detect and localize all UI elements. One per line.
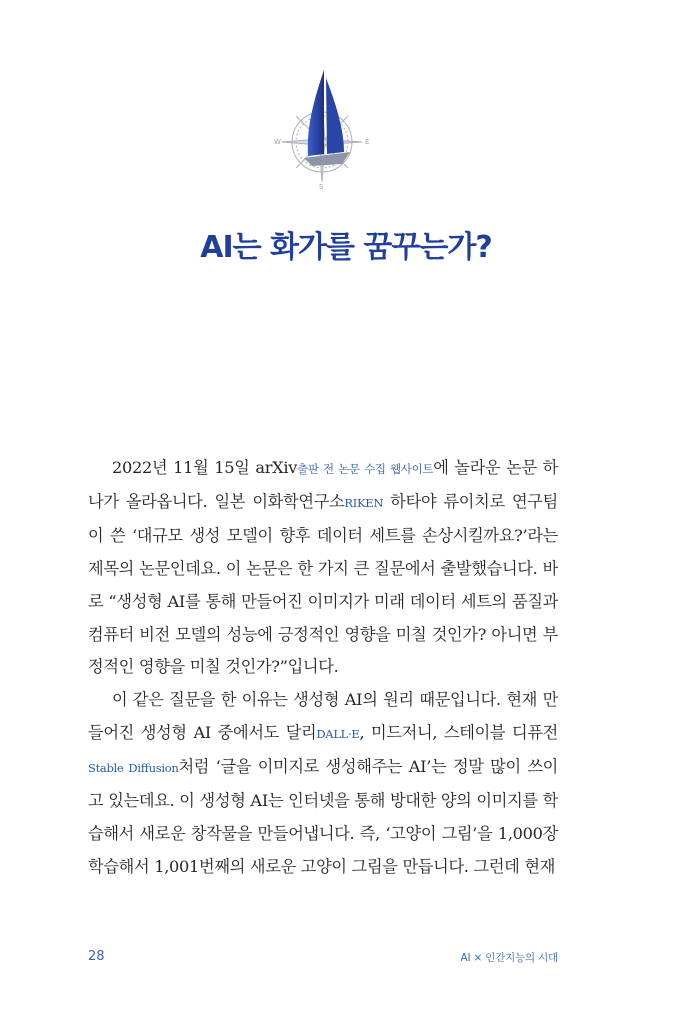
inline-gloss: DALL·E	[316, 727, 360, 742]
chapter-title: AI는 화가를 꿈꾸는가?	[200, 230, 492, 265]
paragraph-text: 이 같은 질문을 한 이유는 생성형 AI의 원리 때문입니다. 현재 만들어진 생성형 AI 중에서도 달리	[88, 690, 558, 743]
sailboat-icon	[304, 70, 350, 166]
body-text	[88, 452, 558, 884]
paragraph	[88, 452, 558, 684]
inline-gloss: RIKEN	[344, 495, 384, 510]
inline-gloss: Stable Diffusion	[88, 761, 179, 776]
paragraph-text: 하타야 류이치로 연구팀이 쓴 ‘대규모 생성 모델이 향후 데이터 세트를 손상시킬까요?’라는 제목의 논문인데요. 이 논문은 한 가지 큰 질문에서 출발했습니다. 바로 “생성형 AI를 통해 만들어진 이미지가 미래 데이터 세트의 품질과 컴퓨터 비전 모델의 성능에 긍정적인 영향을 미칠 것인가? 아니면 부정적인 영향을 미칠 것인가?”입니다.	[88, 491, 558, 677]
paragraph-text: 2022년 11월 15일 arXiv	[112, 458, 298, 477]
paragraph-text: , 미드저니, 스테이블 디퓨전	[359, 723, 558, 743]
paragraph-text: 처럼 ‘글을 이미지로 생성해주는 AI’는 정말 많이 쓰이고 있는데요. 이 생성형 AI는 인터넷을 통해 방대한 양의 이미지를 학습해서 새로운 창작물을 만들어냅니다. 즉, ‘고양이 그림’을 1,000장 학습해서 1,001번째의 새로운 고양이 그림을 만듭니다. 그런데 현재	[88, 757, 558, 876]
paragraph-text: 에 놀라운 논문 하나가 올라옵니다. 일본 이화학연구소	[88, 458, 558, 511]
compass-south-label: S	[319, 183, 324, 191]
paragraph	[88, 684, 558, 883]
inline-gloss: 출판 전 논문 수집 웹사이트	[297, 462, 434, 476]
running-footer-title: AI × 인간지능의 시대	[460, 952, 558, 964]
page-number: 28	[88, 949, 105, 964]
compass-west-label: W	[274, 138, 281, 146]
compass-east-label: E	[365, 138, 370, 146]
compass-sailboat-logo	[264, 64, 384, 194]
